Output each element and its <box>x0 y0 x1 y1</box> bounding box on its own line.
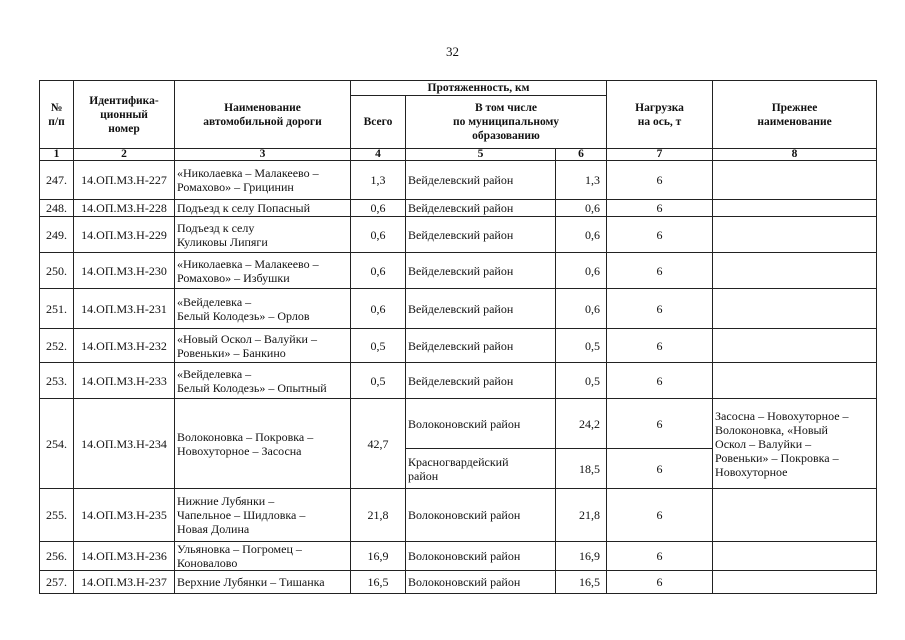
district-text: Волоконовский район <box>408 416 521 431</box>
length-total <box>351 200 406 217</box>
header-total: Всего <box>351 96 406 149</box>
road-name-text: «Вейделевка – Белый Колодезь» – Орлов <box>177 294 310 323</box>
road-id <box>74 200 175 217</box>
road-name-text: Подъезд к селу Куликовы Липяги <box>177 220 268 249</box>
axle-load <box>607 161 713 200</box>
row-number <box>40 489 74 542</box>
length-total-text: 0,6 <box>370 263 386 278</box>
district <box>406 489 556 542</box>
district-text: Вейделевский район <box>408 173 514 187</box>
row-number-text: 249. <box>46 227 67 242</box>
district-length-text: 16,9 <box>579 549 601 563</box>
road-id-text: 14.ОП.МЗ.Н-232 <box>81 338 167 353</box>
length-total <box>351 217 406 253</box>
axle-load <box>607 542 713 571</box>
length-total-text: 42,7 <box>367 436 389 451</box>
axle-load-text: 6 <box>656 301 663 316</box>
previous-name <box>713 161 877 200</box>
district <box>406 161 556 200</box>
table-row <box>40 200 877 217</box>
district <box>406 329 556 363</box>
district-length-text: 18,5 <box>579 461 601 476</box>
column-number: 5 <box>406 149 556 161</box>
district-length-text: 16,5 <box>579 575 601 589</box>
road-name <box>175 571 351 594</box>
road-id-text: 14.ОП.МЗ.Н-235 <box>81 508 167 522</box>
road-id-text: 14.ОП.МЗ.Н-228 <box>81 201 167 215</box>
road-name <box>175 329 351 363</box>
road-name <box>175 399 351 489</box>
district-length <box>556 542 607 571</box>
row-number-text: 253. <box>46 373 67 388</box>
row-number <box>40 542 74 571</box>
district-length-text: 0,6 <box>585 227 601 242</box>
district-length-text: 0,6 <box>585 263 601 278</box>
roads-table <box>39 80 877 594</box>
road-name <box>175 200 351 217</box>
axle-load-text: 6 <box>656 173 663 187</box>
road-name-text: Нижние Лубянки – Чапельное – Шидловка – Новая Долина <box>177 494 306 536</box>
road-id <box>74 399 175 489</box>
table-row <box>40 399 877 449</box>
road-id <box>74 289 175 329</box>
district-length-text: 1,3 <box>585 173 601 187</box>
district-text: Вейделевский район <box>408 373 514 388</box>
district <box>406 253 556 289</box>
previous-name <box>713 289 877 329</box>
road-id-text: 14.ОП.МЗ.Н-233 <box>81 373 167 388</box>
road-id <box>74 329 175 363</box>
table-row <box>40 489 877 542</box>
road-name-text: Подъезд к селу Попасный <box>177 201 310 215</box>
table-row <box>40 253 877 289</box>
district-text: Красногвардейский район <box>408 454 509 483</box>
length-total <box>351 329 406 363</box>
district-text: Волоконовский район <box>408 575 521 589</box>
axle-load-text: 6 <box>656 373 663 388</box>
district-length <box>556 489 607 542</box>
axle-load-text: 6 <box>656 508 663 522</box>
row-number-text: 247. <box>46 173 67 187</box>
axle-load-text: 6 <box>656 461 663 476</box>
axle-load <box>607 399 713 449</box>
road-name-text: «Вейделевка – Белый Колодезь» – Опытный <box>177 366 327 395</box>
district-length <box>556 363 607 399</box>
row-number <box>40 363 74 399</box>
length-total-text: 1,3 <box>370 173 386 187</box>
length-total <box>351 363 406 399</box>
road-name-text: «Николаевка – Малакеево – Ромахово» – Грицинин <box>177 166 319 194</box>
row-number <box>40 289 74 329</box>
table-row <box>40 363 877 399</box>
header-name: Наименование автомобильной дороги <box>175 81 351 149</box>
axle-load <box>607 571 713 594</box>
header-length: Протяженность, км <box>351 81 607 96</box>
district-length <box>556 329 607 363</box>
previous-name-text: Засосна – Новохуторное – Волоконовка, «Новый Оскол – Валуйки – Ровеньки» – Покровка – Новохуторное <box>715 408 849 479</box>
column-number: 2 <box>74 149 175 161</box>
previous-name <box>713 571 877 594</box>
page-number: 32 <box>446 44 459 59</box>
length-total <box>351 161 406 200</box>
length-total <box>351 289 406 329</box>
header-prev-name: Прежнее наименование <box>713 81 877 149</box>
district-length-text: 21,8 <box>579 508 601 522</box>
district-text: Волоконовский район <box>408 549 521 563</box>
axle-load-text: 6 <box>656 201 663 215</box>
length-total <box>351 399 406 489</box>
length-total-text: 21,8 <box>367 508 389 522</box>
axle-load <box>607 489 713 542</box>
header-num: № п/п <box>40 81 74 149</box>
district-length <box>556 449 607 489</box>
district-length-text: 24,2 <box>579 416 601 431</box>
district-length-text: 0,6 <box>585 201 601 215</box>
road-id <box>74 161 175 200</box>
district <box>406 449 556 489</box>
row-number-text: 256. <box>46 549 67 563</box>
axle-load <box>607 289 713 329</box>
district-text: Вейделевский район <box>408 338 514 353</box>
length-total-text: 0,6 <box>370 227 386 242</box>
row-number <box>40 571 74 594</box>
road-id-text: 14.ОП.МЗ.Н-236 <box>81 549 167 563</box>
district-length <box>556 253 607 289</box>
axle-load <box>607 200 713 217</box>
row-number-text: 250. <box>46 263 67 278</box>
road-id-text: 14.ОП.МЗ.Н-230 <box>81 263 167 278</box>
header-id: Идентифика- ционный номер <box>74 81 175 149</box>
length-total-text: 0,5 <box>370 373 386 388</box>
row-number-text: 255. <box>46 508 67 522</box>
previous-name <box>713 542 877 571</box>
table-row <box>40 542 877 571</box>
previous-name <box>713 329 877 363</box>
district <box>406 200 556 217</box>
road-name-text: Верхние Лубянки – Тишанка <box>177 575 325 589</box>
district-text: Волоконовский район <box>408 508 521 522</box>
table-row <box>40 217 877 253</box>
column-number: 4 <box>351 149 406 161</box>
row-number-text: 251. <box>46 301 67 316</box>
road-id-text: 14.ОП.МЗ.Н-234 <box>81 436 167 451</box>
previous-name <box>713 200 877 217</box>
district <box>406 289 556 329</box>
road-name-text: Ульяновка – Погромец – Коновалово <box>177 542 302 570</box>
road-id-text: 14.ОП.МЗ.Н-227 <box>81 173 167 187</box>
row-number-text: 248. <box>46 201 67 215</box>
axle-load <box>607 363 713 399</box>
row-number-text: 254. <box>46 436 67 451</box>
district-length <box>556 289 607 329</box>
road-id <box>74 542 175 571</box>
district-length-text: 0,5 <box>585 373 601 388</box>
district-text: Вейделевский район <box>408 201 514 215</box>
district <box>406 399 556 449</box>
road-id-text: 14.ОП.МЗ.Н-231 <box>81 301 167 316</box>
district-length <box>556 161 607 200</box>
length-total-text: 0,5 <box>370 338 386 353</box>
district-text: Вейделевский район <box>408 227 514 242</box>
road-id <box>74 363 175 399</box>
road-name <box>175 289 351 329</box>
axle-load-text: 6 <box>656 263 663 278</box>
district-length <box>556 571 607 594</box>
axle-load-text: 6 <box>656 416 663 431</box>
length-total <box>351 253 406 289</box>
column-number: 1 <box>40 149 74 161</box>
table-row <box>40 329 877 363</box>
axle-load <box>607 449 713 489</box>
district-length-text: 0,5 <box>585 338 601 353</box>
row-number <box>40 217 74 253</box>
district <box>406 542 556 571</box>
district-length <box>556 217 607 253</box>
road-name-text: «Николаевка – Малакеево – Ромахово» – Избушки <box>177 256 319 285</box>
road-name <box>175 217 351 253</box>
district-length <box>556 399 607 449</box>
axle-load-text: 6 <box>656 338 663 353</box>
length-total <box>351 489 406 542</box>
row-number <box>40 399 74 489</box>
axle-load-text: 6 <box>656 227 663 242</box>
road-name <box>175 253 351 289</box>
column-number: 7 <box>607 149 713 161</box>
table-row <box>40 571 877 594</box>
length-total-text: 16,9 <box>367 549 389 563</box>
column-numbers-row <box>40 149 877 161</box>
road-id <box>74 489 175 542</box>
district <box>406 217 556 253</box>
header-incl: В том числе по муниципальному образованию <box>406 96 607 149</box>
axle-load-text: 6 <box>656 575 663 589</box>
length-total-text: 0,6 <box>370 201 386 215</box>
length-total <box>351 571 406 594</box>
length-total-text: 16,5 <box>367 575 389 589</box>
road-id <box>74 571 175 594</box>
row-number <box>40 329 74 363</box>
road-id <box>74 253 175 289</box>
table-row <box>40 161 877 200</box>
road-name-text: «Новый Оскол – Валуйки – Ровеньки» – Банкино <box>177 331 317 360</box>
road-name <box>175 363 351 399</box>
row-number-text: 252. <box>46 338 67 353</box>
length-total-text: 0,6 <box>370 301 386 316</box>
header-row-top <box>40 81 877 96</box>
length-total <box>351 542 406 571</box>
district <box>406 571 556 594</box>
road-name-text: Волоконовка – Покровка – Новохуторное – Засосна <box>177 429 314 458</box>
table-row <box>40 289 877 329</box>
row-number <box>40 253 74 289</box>
district-length-text: 0,6 <box>585 301 601 316</box>
district-length <box>556 200 607 217</box>
previous-name <box>713 217 877 253</box>
column-number: 3 <box>175 149 351 161</box>
previous-name <box>713 253 877 289</box>
road-id <box>74 217 175 253</box>
district <box>406 363 556 399</box>
axle-load-text: 6 <box>656 549 663 563</box>
district-text: Вейделевский район <box>408 263 514 278</box>
road-name <box>175 161 351 200</box>
axle-load <box>607 253 713 289</box>
row-number <box>40 161 74 200</box>
row-number-text: 257. <box>46 575 67 589</box>
road-name <box>175 489 351 542</box>
previous-name <box>713 489 877 542</box>
axle-load <box>607 329 713 363</box>
road-name <box>175 542 351 571</box>
column-number: 8 <box>713 149 877 161</box>
road-id-text: 14.ОП.МЗ.Н-229 <box>81 227 167 242</box>
axle-load <box>607 217 713 253</box>
district-text: Вейделевский район <box>408 301 514 316</box>
column-number: 6 <box>556 149 607 161</box>
road-id-text: 14.ОП.МЗ.Н-237 <box>81 575 167 589</box>
previous-name <box>713 399 877 489</box>
previous-name <box>713 363 877 399</box>
header-axle: Нагрузка на ось, т <box>607 81 713 149</box>
row-number <box>40 200 74 217</box>
